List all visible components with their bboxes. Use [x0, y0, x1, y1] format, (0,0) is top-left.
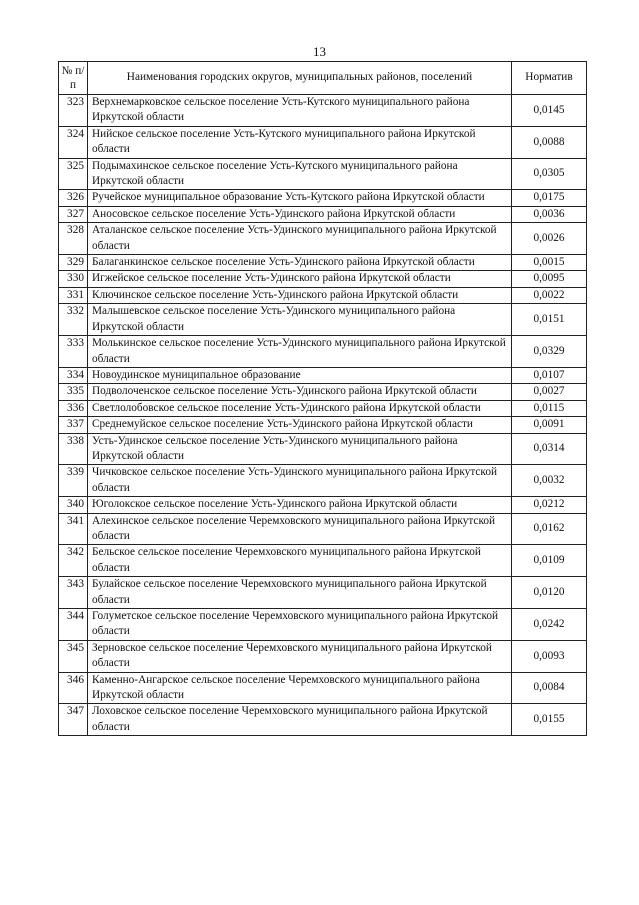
- table-body: [59, 95, 587, 736]
- row-number: 324: [59, 126, 88, 158]
- row-number: 347: [59, 704, 88, 736]
- row-normative: 0,0109: [512, 545, 587, 577]
- row-number: 336: [59, 400, 88, 416]
- row-number: 328: [59, 223, 88, 255]
- table-row: [59, 271, 587, 287]
- row-name: Ручейское муниципальное образование Усть-Кутского района Иркутской области: [88, 190, 512, 206]
- row-number: 335: [59, 384, 88, 400]
- row-name: Балаганкинское сельское поселение Усть-Удинского района Иркутской области: [88, 255, 512, 271]
- table-row: [59, 465, 587, 497]
- row-name: Подымахинское сельское поселение Усть-Кутского муниципального района Иркутской области: [88, 158, 512, 190]
- row-name: Молькинское сельское поселение Усть-Удинского муниципального района Иркутской области: [88, 336, 512, 368]
- row-number: 342: [59, 545, 88, 577]
- row-name: Нийское сельское поселение Усть-Кутского муниципального района Иркутской области: [88, 126, 512, 158]
- table-row: [59, 367, 587, 383]
- row-name: Бельское сельское поселение Черемховского муниципального района Иркутской области: [88, 545, 512, 577]
- row-normative: 0,0329: [512, 336, 587, 368]
- row-name: Юголокское сельское поселение Усть-Удинского района Иркутской области: [88, 497, 512, 513]
- row-name: Алехинское сельское поселение Черемховского муниципального района Иркутской области: [88, 513, 512, 545]
- row-normative: 0,0026: [512, 223, 587, 255]
- row-name: Каменно-Ангарское сельское поселение Черемховского муниципального района Иркутской области: [88, 672, 512, 704]
- row-normative: 0,0151: [512, 304, 587, 336]
- row-number: 343: [59, 577, 88, 609]
- row-normative: 0,0305: [512, 158, 587, 190]
- table-row: [59, 190, 587, 206]
- row-number: 323: [59, 95, 88, 127]
- table-header: [59, 62, 587, 95]
- row-name: Верхнемарковское сельское поселение Усть-Кутского муниципального района Иркутской области: [88, 95, 512, 127]
- row-normative: 0,0155: [512, 704, 587, 736]
- row-normative: 0,0175: [512, 190, 587, 206]
- row-name: Светлолобовское сельское поселение Усть-Удинского района Иркутской области: [88, 400, 512, 416]
- row-normative: 0,0162: [512, 513, 587, 545]
- row-name: Новоудинское муниципальное образование: [88, 367, 512, 383]
- row-number: 337: [59, 417, 88, 433]
- row-normative: 0,0115: [512, 400, 587, 416]
- table-row: [59, 126, 587, 158]
- row-number: 341: [59, 513, 88, 545]
- row-number: 339: [59, 465, 88, 497]
- row-number: 346: [59, 672, 88, 704]
- row-normative: 0,0242: [512, 609, 587, 641]
- row-number: 344: [59, 609, 88, 641]
- header-normative: Норматив: [512, 62, 587, 95]
- row-number: 330: [59, 271, 88, 287]
- table-row: [59, 158, 587, 190]
- table-row: [59, 609, 587, 641]
- row-normative: 0,0027: [512, 384, 587, 400]
- row-number: 331: [59, 287, 88, 303]
- row-name: Зерновское сельское поселение Черемховского муниципального района Иркутской области: [88, 640, 512, 672]
- row-normative: 0,0107: [512, 367, 587, 383]
- table-row: [59, 545, 587, 577]
- row-name: Малышевское сельское поселение Усть-Удинского муниципального района Иркутской области: [88, 304, 512, 336]
- row-number: 332: [59, 304, 88, 336]
- row-normative: 0,0084: [512, 672, 587, 704]
- row-number: 338: [59, 433, 88, 465]
- table-row: [59, 640, 587, 672]
- table-row: [59, 417, 587, 433]
- row-name: Аталанское сельское поселение Усть-Удинского муниципального района Иркутской области: [88, 223, 512, 255]
- normative-table: [58, 61, 587, 736]
- row-normative: 0,0120: [512, 577, 587, 609]
- row-name: Усть-Удинское сельское поселение Усть-Удинского муниципального района Иркутской области: [88, 433, 512, 465]
- row-name: Аносовское сельское поселение Усть-Удинского района Иркутской области: [88, 206, 512, 222]
- row-normative: 0,0032: [512, 465, 587, 497]
- table-row: [59, 287, 587, 303]
- header-number: № п/п: [59, 62, 88, 95]
- row-name: Булайское сельское поселение Черемховского муниципального района Иркутской области: [88, 577, 512, 609]
- row-normative: 0,0314: [512, 433, 587, 465]
- table-row: [59, 400, 587, 416]
- row-name: Среднемуйское сельское поселение Усть-Удинского района Иркутской области: [88, 417, 512, 433]
- table-row: [59, 255, 587, 271]
- row-name: Голуметское сельское поселение Черемховского муниципального района Иркутской области: [88, 609, 512, 641]
- row-normative: 0,0091: [512, 417, 587, 433]
- table-row: [59, 433, 587, 465]
- row-name: Чичковское сельское поселение Усть-Удинского муниципального района Иркутской области: [88, 465, 512, 497]
- row-number: 340: [59, 497, 88, 513]
- table-row: [59, 206, 587, 222]
- row-number: 326: [59, 190, 88, 206]
- table-row: [59, 672, 587, 704]
- table-row: [59, 513, 587, 545]
- table-row: [59, 384, 587, 400]
- row-number: 333: [59, 336, 88, 368]
- row-name: Подволоченское сельское поселение Усть-Удинского района Иркутской области: [88, 384, 512, 400]
- row-number: 327: [59, 206, 88, 222]
- row-normative: 0,0088: [512, 126, 587, 158]
- row-number: 345: [59, 640, 88, 672]
- header-row: [59, 62, 587, 95]
- row-normative: 0,0212: [512, 497, 587, 513]
- row-normative: 0,0093: [512, 640, 587, 672]
- table-row: [59, 223, 587, 255]
- row-normative: 0,0095: [512, 271, 587, 287]
- row-normative: 0,0036: [512, 206, 587, 222]
- table-row: [59, 704, 587, 736]
- row-number: 334: [59, 367, 88, 383]
- table-row: [59, 95, 587, 127]
- page-number: 13: [313, 44, 326, 59]
- row-name: Лоховское сельское поселение Черемховского муниципального района Иркутской области: [88, 704, 512, 736]
- row-number: 329: [59, 255, 88, 271]
- row-normative: 0,0015: [512, 255, 587, 271]
- table-row: [59, 577, 587, 609]
- row-number: 325: [59, 158, 88, 190]
- table-row: [59, 304, 587, 336]
- row-name: Ключинское сельское поселение Усть-Удинского района Иркутской области: [88, 287, 512, 303]
- row-name: Игжейское сельское поселение Усть-Удинского района Иркутской области: [88, 271, 512, 287]
- row-normative: 0,0022: [512, 287, 587, 303]
- row-normative: 0,0145: [512, 95, 587, 127]
- table-row: [59, 497, 587, 513]
- table-row: [59, 336, 587, 368]
- normative-table-container: [58, 61, 586, 736]
- header-name: Наименования городских округов, муниципальных районов, поселений: [88, 62, 512, 95]
